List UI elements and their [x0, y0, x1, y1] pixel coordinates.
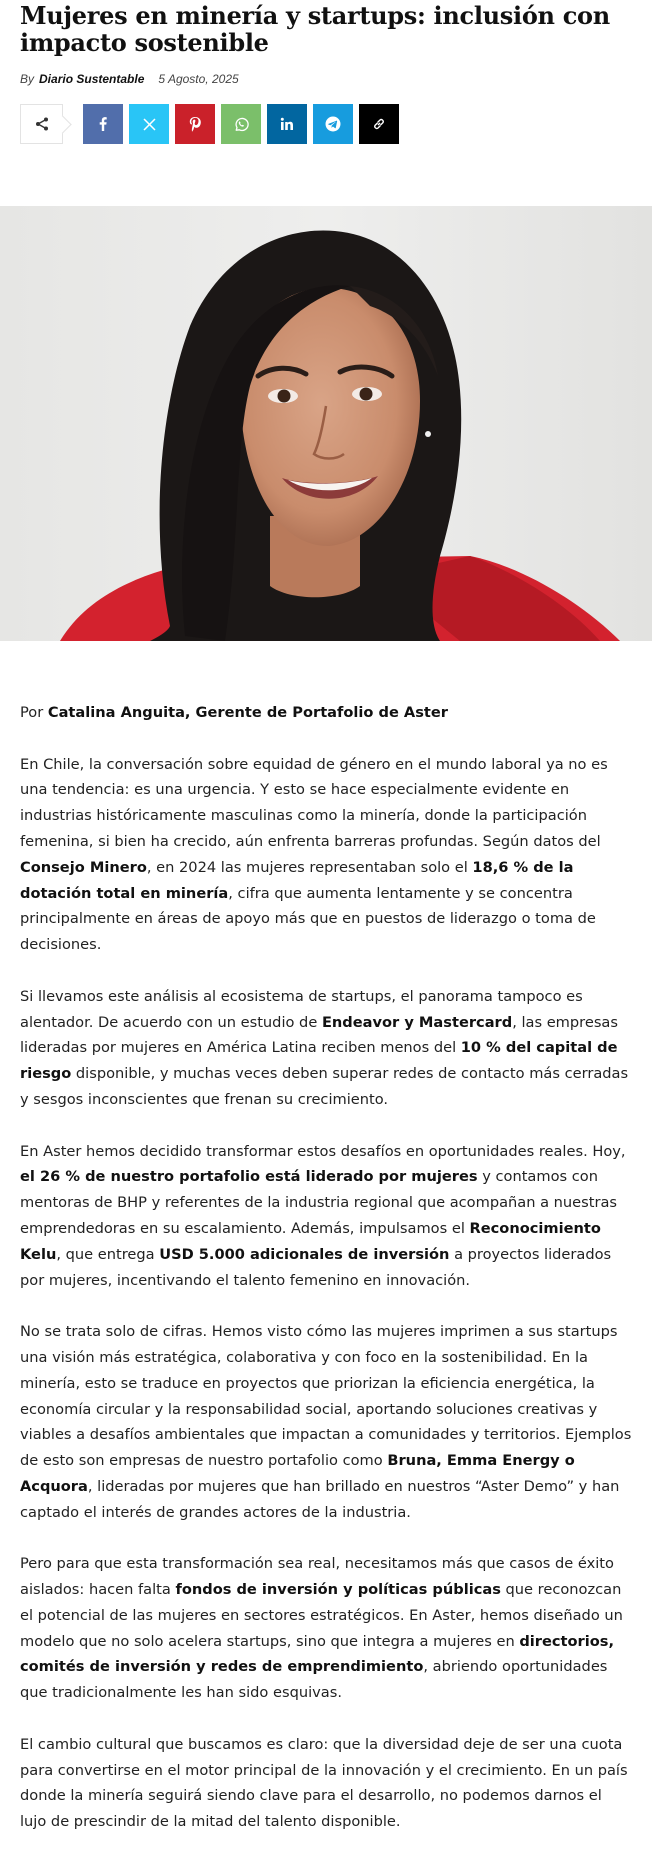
p6-text-1: El cambio cultural que buscamos es claro: que la diversidad deje de ser una cuota para convertirse en el motor principal de la innovación y el crecimiento. En un país donde la minería seguirá siendo clave para el desarrollo, no podemos darnos el lujo de prescindir de la mitad del talento disponible.: [20, 1735, 628, 1831]
p3-bold-3: USD 5.000 adicionales de inversión: [159, 1245, 450, 1263]
article-meta: [20, 70, 239, 88]
p1-bold-2: 18,6 % de la dotación total en minería: [20, 858, 574, 902]
portrait-photo: [0, 206, 652, 641]
pinterest-icon: [188, 116, 202, 132]
paragraph-2: [20, 984, 632, 1113]
author-byline: [20, 700, 632, 726]
p3-bold-1: el 26 % de nuestro portafolio está liderado por mujeres: [20, 1168, 478, 1186]
p5-text-2: que reconozcan el potencial de las mujeres en sectores estratégicos. En Aster, hemos diseñado un modelo que no solo acelera startups, sino que integra a mujeres en: [20, 1581, 623, 1650]
paragraph-3: [20, 1139, 632, 1294]
share-icon: [35, 117, 49, 131]
p2-text-3: disponible, y muchas veces deben superar redes de contacto más cerradas y sesgos inconscientes que frenan su crecimiento.: [20, 1065, 629, 1108]
p1-bold-1: Consejo Minero: [20, 858, 147, 876]
p1-text-2: , en 2024 las mujeres representaban solo el: [146, 858, 473, 876]
whatsapp-icon: [234, 117, 249, 132]
p2-text-2: , las empresas lideradas por mujeres en América Latina reciben menos del: [20, 1013, 618, 1057]
p5-text-1: Pero para que esta transformación sea real, necesitamos más que casos de éxito aislados: hacen falta: [20, 1555, 614, 1599]
facebook-share-button[interactable]: [83, 104, 123, 144]
article-body: [20, 700, 632, 1861]
by-label: By: [20, 72, 35, 86]
copy-link-button[interactable]: [359, 104, 399, 144]
paragraph-6: [20, 1732, 632, 1835]
p5-bold-1: fondos de inversión y políticas públicas: [175, 1581, 501, 1599]
p4-bold-1: Bruna, Emma Energy o Acquora: [20, 1452, 575, 1495]
paragraph-5: [20, 1551, 632, 1706]
x-share-button[interactable]: [129, 104, 169, 144]
linkedin-share-button[interactable]: [267, 104, 307, 144]
p1-text-3: , cifra que aumenta lentamente y se concentra principalmente en áreas de apoyo más que en puestos de liderazgo o toma de decisiones.: [20, 884, 596, 954]
telegram-share-button[interactable]: [313, 104, 353, 144]
featured-image: [0, 206, 652, 641]
p3-bold-2: Reconocimiento Kelu: [20, 1219, 601, 1263]
p3-text-2: y contamos con mentoras de BHP y referentes de la industria regional que acompañan a nuestras emprendedoras en su escalamiento. Además, impulsamos el: [20, 1168, 618, 1237]
paragraph-1: [20, 752, 632, 958]
p3-text-1: En Aster hemos decidido transformar estos desafíos en oportunidades reales. Hoy,: [20, 1142, 626, 1160]
p3-text-3: , que entrega: [56, 1245, 160, 1263]
paragraph-4: [20, 1319, 632, 1525]
p2-text-1: Si llevamos este análisis al ecosistema de startups, el panorama tampoco es alentador. De acuerdo con un estudio de: [20, 987, 583, 1031]
p4-text-2: , lideradas por mujeres que han brillado en nuestros “Aster Demo” y han captado el interés de grandes actores de la industria.: [20, 1477, 620, 1521]
byline-prefix: Por: [20, 704, 48, 721]
article-title: Mujeres en minería y startups: inclusión con impacto sostenible: [20, 1, 610, 57]
pinterest-share-button[interactable]: [175, 104, 215, 144]
p5-text-3: , abriendo oportunidades que tradicionalmente les han sido esquivas.: [20, 1658, 608, 1702]
author-link[interactable]: Diario Sustentable: [39, 72, 145, 86]
linkedin-icon: [280, 117, 294, 131]
telegram-icon: [325, 116, 341, 132]
copy-link-icon: [372, 117, 386, 131]
p1-text-1: En Chile, la conversación sobre equidad de género en el mundo laboral ya no es una tendencia: es una urgencia. Y esto se hace especialmente evidente en industrias históricamente masculinas como la minería, donde la participación femenina, si bien ha crecido, aún enfrenta barreras profundas. Según datos del: [20, 755, 608, 850]
p3-text-4: a proyectos liderados por mujeres, incentivando el talento femenino en innovación.: [20, 1245, 612, 1289]
p2-bold-1: Endeavor y Mastercard: [321, 1013, 513, 1031]
publish-date: 5 Agosto, 2025: [158, 72, 239, 86]
p2-bold-2: 10 % del capital de riesgo: [20, 1039, 618, 1083]
byline-author: Catalina Anguita, Gerente de Portafolio de Aster: [47, 704, 448, 721]
facebook-icon: [96, 117, 110, 131]
p5-bold-2: directorios, comités de inversión y redes de emprendimiento: [20, 1632, 615, 1676]
p4-text-1: No se trata solo de cifras. Hemos visto cómo las mujeres imprimen a sus startups una visión más estratégica, colaborativa y con foco en la sostenibilidad. En la minería, esto se traduce en proyectos que priorizan la eficiencia energética, la economía circular y la responsabilidad social, aportando soluciones creativas y viables a desafíos ambientales que impactan a comunidades y territorios. Ejemplos de esto son empresas de nuestro portafolio como: [20, 1323, 632, 1470]
whatsapp-share-button[interactable]: [221, 104, 261, 144]
share-button[interactable]: [20, 104, 63, 144]
x-icon: [143, 118, 156, 131]
